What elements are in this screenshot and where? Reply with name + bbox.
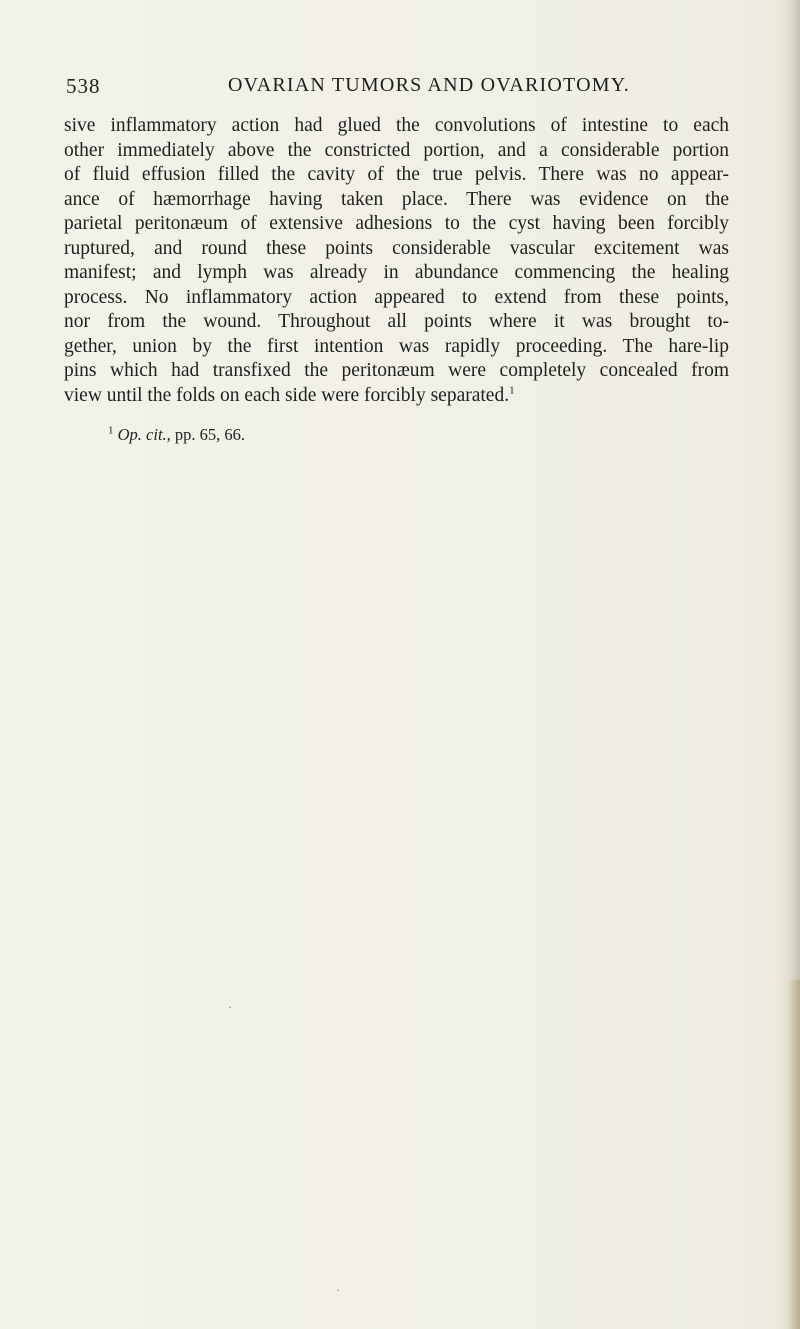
text-line: ruptured, and round these points considerable vascular excitement was: [64, 237, 729, 259]
footnote-reference: 1: [509, 384, 515, 396]
text-line-last-content: view until the folds on each side were forcibly separated.: [64, 384, 510, 406]
text-line: ance of hæmorrhage having taken place. There was evidence on the: [64, 188, 729, 210]
page-edge-stain: [786, 980, 800, 1329]
footnote-marker: 1: [108, 424, 114, 437]
running-head: OVARIAN TUMORS AND OVARIOTOMY.: [228, 74, 630, 96]
paper-speck: ·: [228, 1000, 232, 1014]
text-line: pins which had transfixed the peritonæum were completely concealed from: [64, 360, 729, 381]
text-line: of fluid effusion filled the cavity of the true pelvis. There was no appear-: [64, 164, 729, 185]
text-line: process. No inflammatory action appeared to extend from these points,: [64, 286, 729, 308]
paper-speck: ·: [336, 1283, 340, 1297]
text-line: gether, union by the first intention was rapidly proceeding. The hare-lip: [64, 335, 729, 357]
page-number: 538: [66, 74, 101, 98]
text-line: other immediately above the constricted portion, and a considerable portion: [64, 139, 729, 161]
text-line: nor from the wound. Throughout all points where it was brought to-: [64, 311, 729, 332]
text-line: sive inflammatory action had glued the convolutions of intestine to each: [64, 115, 729, 136]
text-line-last: [64, 384, 729, 409]
text-line: parietal peritonæum of extensive adhesions to the cyst having been forcibly: [64, 213, 729, 234]
body-paragraph: [64, 114, 729, 408]
page-header: [66, 74, 726, 104]
text-line: manifest; and lymph was already in abundance commencing the healing: [64, 262, 729, 283]
footnote-citation-italic: Op. cit.,: [117, 425, 171, 444]
footnote-citation-rest: pp. 65, 66.: [170, 425, 246, 444]
footnote: [108, 425, 245, 445]
